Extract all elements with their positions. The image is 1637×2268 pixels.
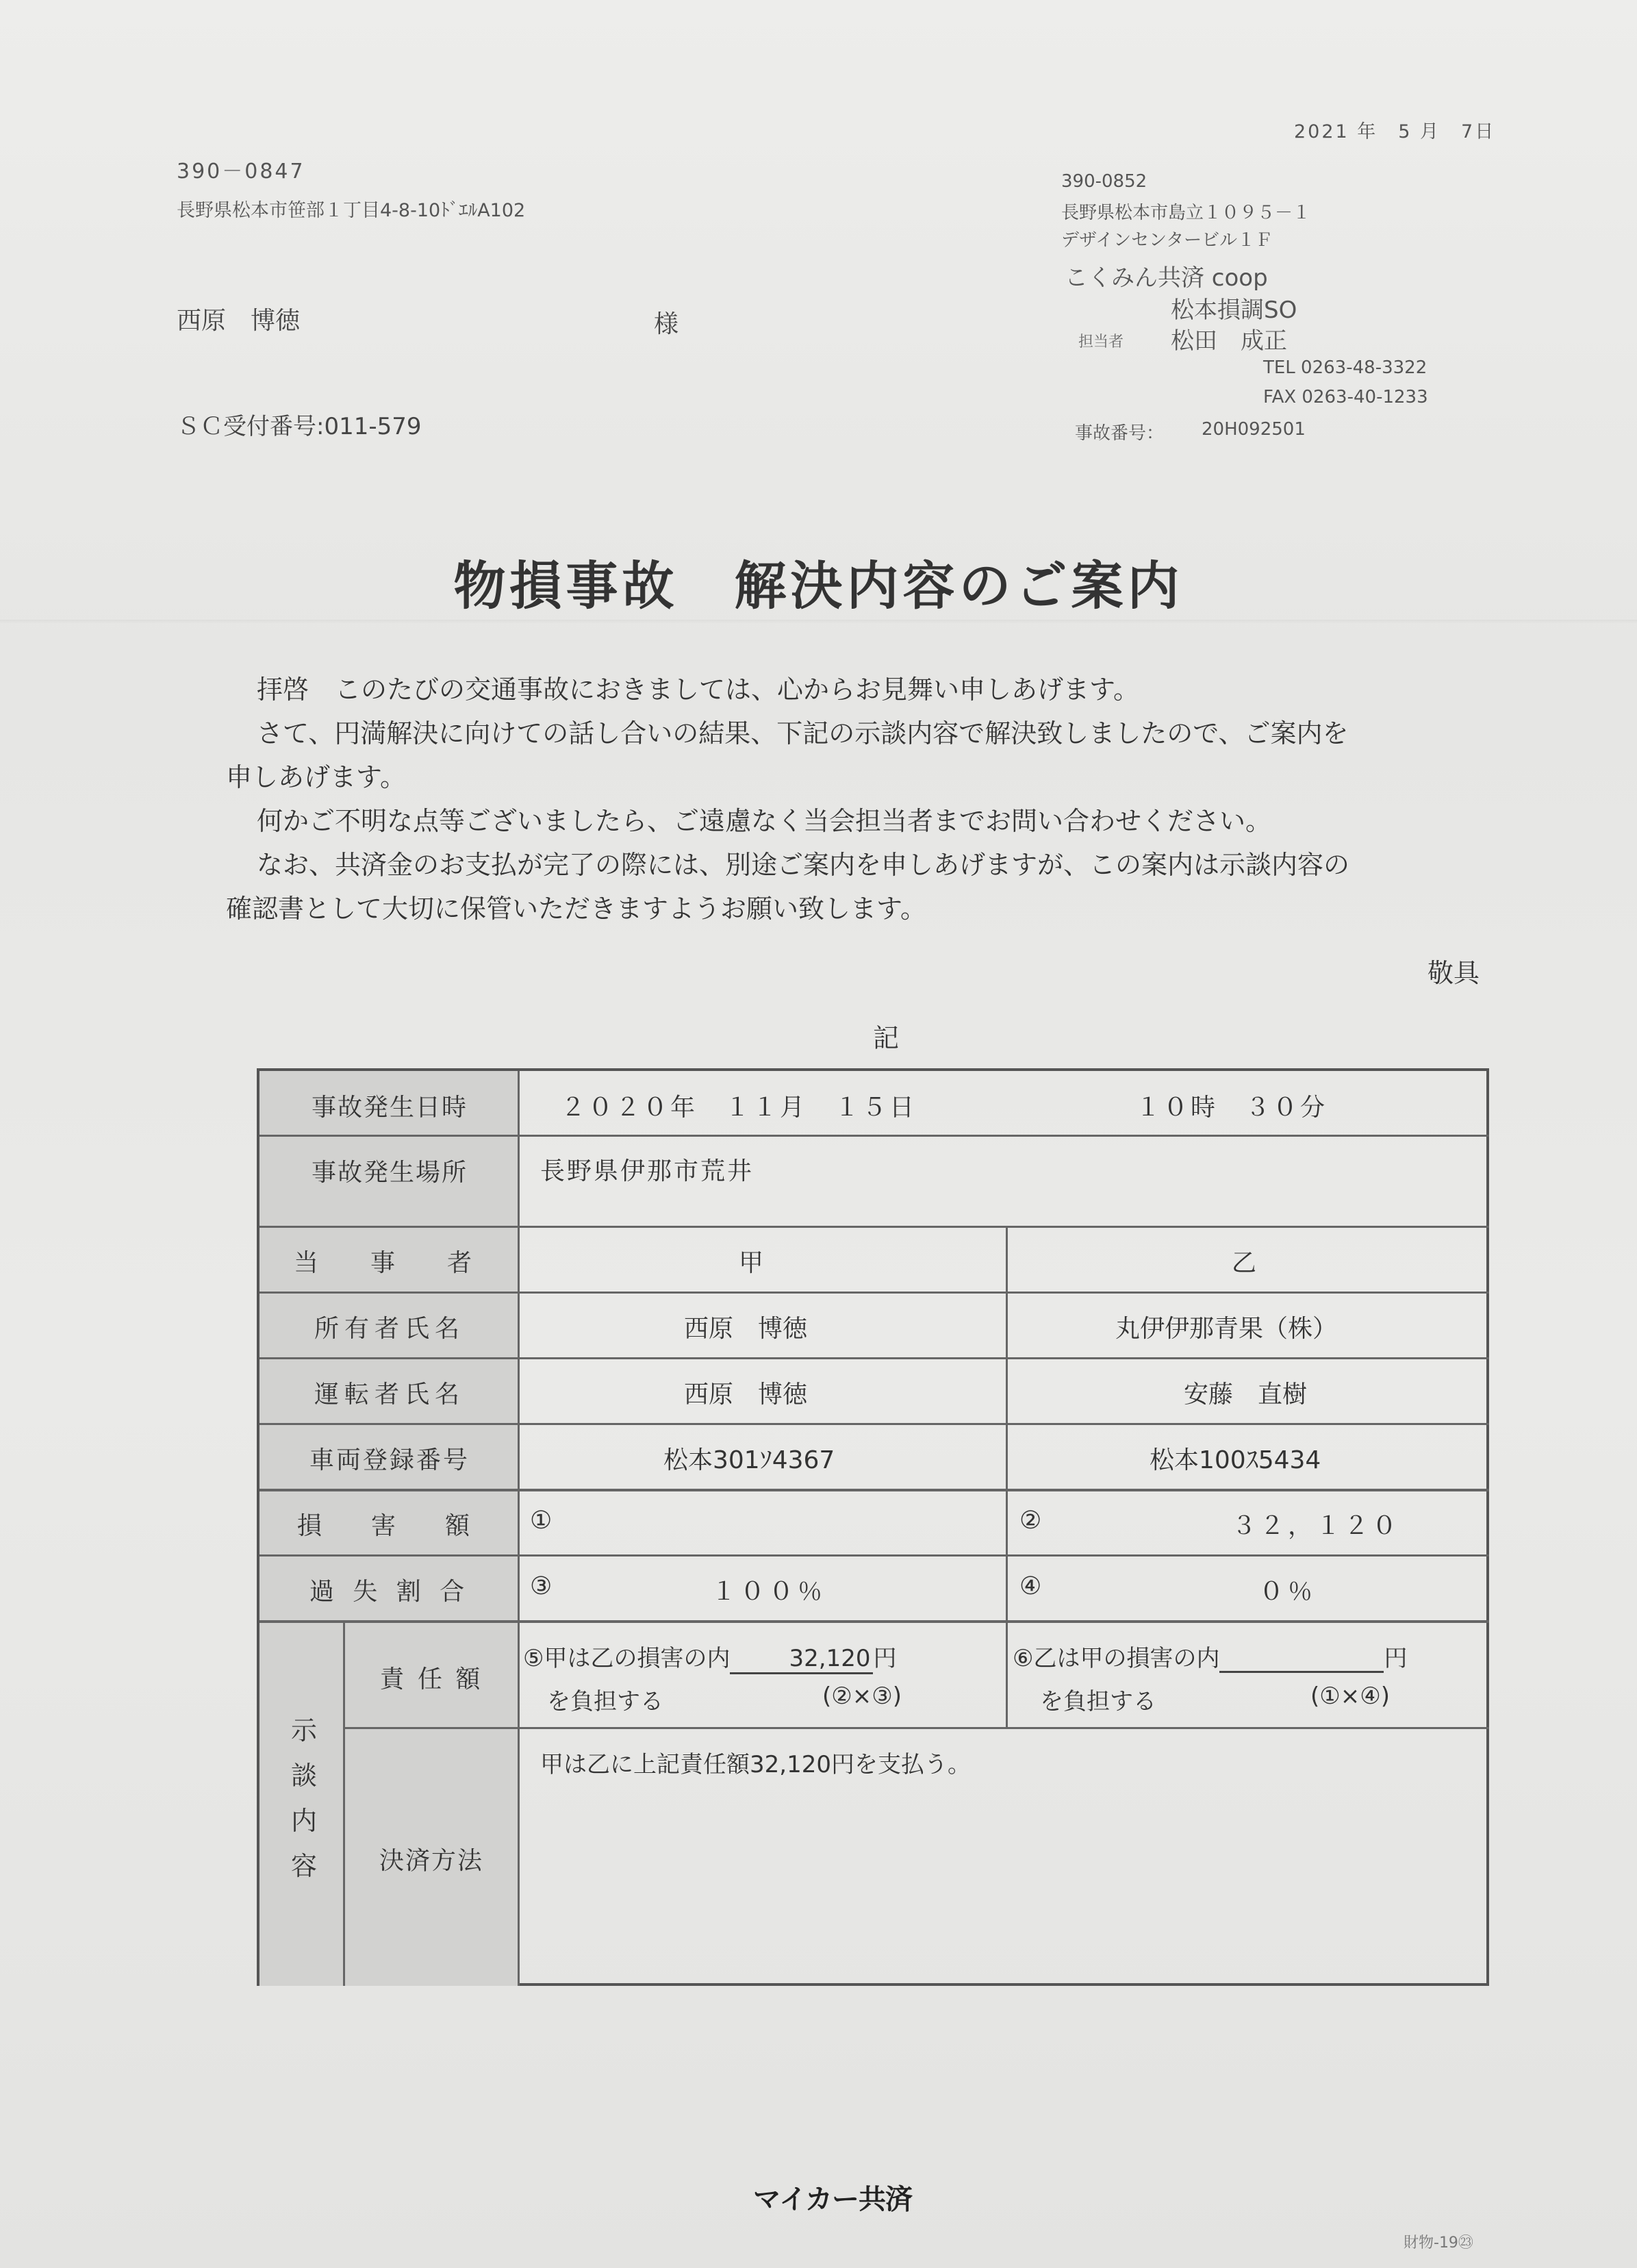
fault-b-mark: ④ [1019,1572,1042,1600]
sender-contact-name: 松田 成正 [1171,327,1287,355]
recipient-postal-code: 390－0847 [177,160,305,184]
body-paragraph-4b: 確認書として大切に保管いただきますようお願い致します。 [226,894,926,924]
row-divider [259,1620,1489,1623]
party-a: 甲 [739,1249,764,1277]
registration-b: 松本100ｽ5434 [1150,1446,1321,1474]
sender-contact-label: 担当者 [1078,333,1124,351]
settlement-table [257,1068,1489,1986]
row-divider [259,1292,1489,1294]
liability-a-amount: 32,120 [730,1645,873,1674]
row-divider [345,1727,1489,1729]
date-value: ２０２０年 １１月 １５日 [561,1094,917,1122]
liability-a-unit: 円 [873,1645,897,1672]
form-code: 財物-19㉓ [1404,2234,1473,2252]
recipient-name: 西原 博徳 [177,307,301,335]
sender-org: こくみん共済 coop [1065,264,1268,292]
accident-no-label: 事故番号： [1075,423,1165,444]
date-label: 事故発生日時 [311,1094,468,1122]
settlement-char: 談 [290,1761,317,1791]
settlement-char: 容 [290,1851,317,1881]
sender-tel: TEL 0263-48-3322 [1263,357,1427,378]
liability-b-formula: (①×④) [1310,1683,1390,1710]
owner-b: 丸伊伊那青果（株） [1115,1315,1338,1343]
body-paragraph-2b: 申しあげます。 [226,762,406,792]
body-paragraph-4a: なお、共済金のお支払が完了の際には、別途ご案内を申しあげますが、この案内は示談内容の [257,850,1350,880]
fault-a-value: １００％ [711,1578,827,1606]
liability-b-line2: を負担する [1040,1688,1156,1715]
driver-a: 西原 博徳 [684,1381,808,1409]
row-divider [259,1489,1489,1491]
driver-b: 安藤 直樹 [1184,1381,1308,1409]
place-label: 事故発生場所 [311,1159,468,1187]
liability-a-formula: (②×③) [822,1683,902,1710]
driver-label: 運転者氏名 [314,1381,465,1409]
body-paragraph-3: 何かご不明な点等ございましたら、ご遠慮なく当会担当者までお問い合わせください。 [257,806,1272,836]
liability-a-prefix: ⑤甲は乙の損害の内 [523,1645,731,1672]
damage-a-mark: ① [530,1507,553,1535]
recipient-address: 長野県松本市笹部１丁目4-8-10ﾄﾞｴﾙA102 [177,200,526,221]
liability-b-unit: 円 [1384,1645,1408,1672]
liability-label: 責 任 額 [379,1665,483,1693]
damage-b-value: ３２，１２０ [1232,1512,1401,1540]
row-divider [259,1423,1489,1425]
damage-label: 損 害 額 [296,1512,482,1540]
liability-b-amount [1219,1645,1384,1673]
body-paragraph-2a: さて、円満解決に向けての話し合いの結果、下記の示談内容で解決致しましたので、ご案内を [257,718,1349,748]
time-value: １０時 ３０分 [1136,1094,1328,1122]
settlement-char: 内 [290,1806,317,1836]
fault-a-mark: ③ [530,1572,553,1600]
fault-label: 過 失 割 合 [309,1578,470,1606]
liability-b-prefix: ⑥乙は甲の損害の内 [1013,1645,1220,1672]
registration-label: 車両登録番号 [309,1446,470,1474]
liability-a-line1 [523,1639,896,1674]
owner-a: 西原 博徳 [684,1315,808,1343]
registration-a: 松本301ｿ4367 [663,1446,835,1474]
ki-mark: 記 [873,1023,900,1053]
sender-address: 長野県松本市島立１０９５－１ [1061,203,1311,223]
brand-logo: マイカー共済 [753,2184,912,2215]
settlement-char: 示 [290,1715,317,1746]
party-label: 当 事 者 [293,1249,485,1277]
liability-b-line1 [1013,1639,1407,1673]
letter-body [226,668,1513,931]
page-title: 物損事故 解決内容のご案内 [453,555,1184,616]
owner-label: 所有者氏名 [314,1315,465,1343]
party-b: 乙 [1232,1249,1257,1277]
row-divider [259,1357,1489,1359]
row-divider [259,1554,1489,1557]
sender-postal-code: 390-0852 [1061,171,1147,192]
body-paragraph-1: 拝啓 このたびの交通事故におきましては、心からお見舞い申しあげます。 [257,675,1139,705]
row-divider [259,1135,1489,1137]
column-divider [1006,1226,1008,1727]
issue-date: 2021 年 5 月 7日 [1294,121,1496,142]
closing: 敬具 [1427,958,1480,988]
payment-label: 決済方法 [379,1847,483,1875]
fault-b-value: ０％ [1259,1578,1317,1606]
damage-b-mark: ② [1019,1507,1042,1535]
paper-fold [0,620,1637,624]
liability-a-line2: を負担する [547,1688,663,1715]
sender-branch: 松本損調SO [1171,297,1297,324]
sender-fax: FAX 0263-40-1233 [1263,387,1428,407]
row-divider [259,1226,1489,1228]
recipient-honorific: 様 [654,310,679,338]
payment-value: 甲は乙に上記責任額32,120円を支払う。 [540,1751,971,1778]
settlement-vertical-label [287,1708,321,1889]
sc-number: ＳＣ受付番号:011-579 [177,413,422,440]
place-value: 長野県伊那市荒井 [540,1157,754,1185]
sender-building: デザインセンタービル１Ｆ [1061,230,1273,251]
accident-no: 20H092501 [1202,419,1306,440]
